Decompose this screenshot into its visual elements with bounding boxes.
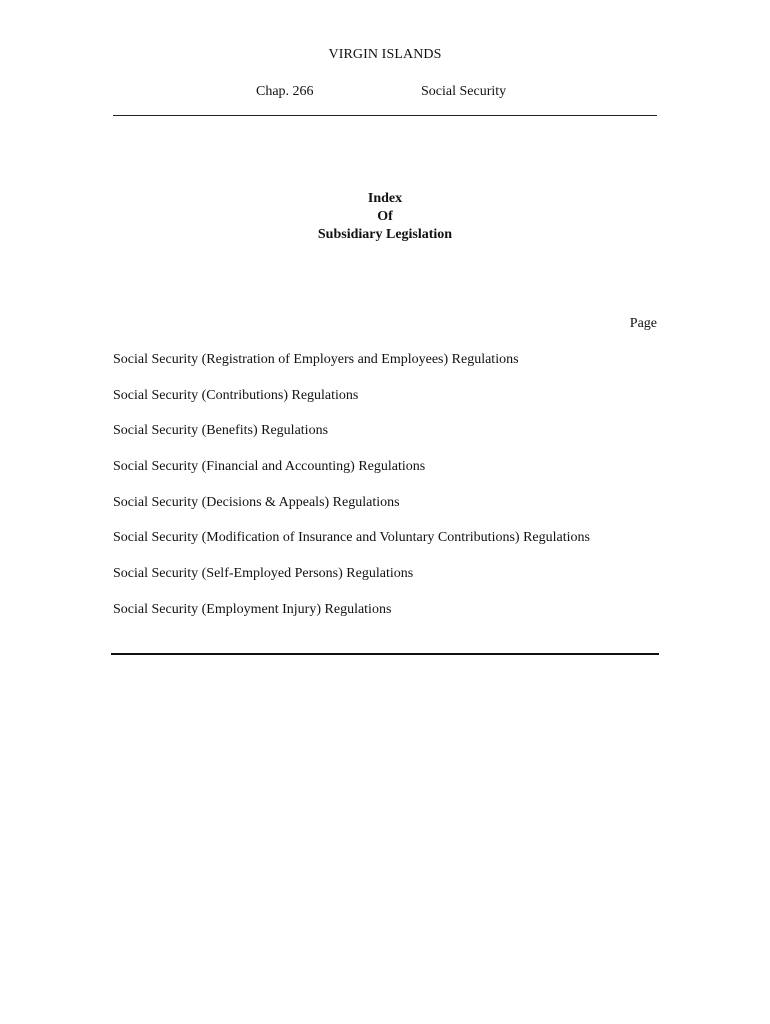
index-heading: [0, 190, 770, 244]
act-title: Social Security: [421, 84, 507, 99]
regulation-item: Social Security (Decisions & Appeals) Regulations: [113, 494, 400, 510]
footer-divider: [111, 653, 659, 655]
header-divider: [113, 115, 657, 116]
regulation-item: Social Security (Registration of Employers and Employees) Regulations: [113, 352, 519, 367]
index-heading-line-1: Index: [367, 191, 403, 206]
regulation-item: Social Security (Financial and Accounting) Regulations: [113, 459, 426, 475]
regulation-item: Social Security (Self-Employed Persons) Regulations: [113, 566, 414, 582]
regulation-item: Social Security (Benefits) Regulations: [113, 423, 329, 439]
regulation-item: Social Security (Employment Injury) Regulations: [113, 601, 392, 617]
regulations-list: [113, 351, 673, 637]
index-heading-line-3: Subsidiary Legislation: [317, 227, 453, 242]
chapter-number: Chap. 266: [256, 84, 314, 99]
index-heading-line-2: Of: [377, 209, 393, 224]
jurisdiction-header: VIRGIN ISLANDS: [328, 47, 442, 62]
regulation-item: Social Security (Contributions) Regulations: [113, 387, 359, 403]
regulation-item: Social Security (Modification of Insurance and Voluntary Contributions) Regulations: [113, 530, 590, 546]
page-column-label: Page: [629, 316, 657, 331]
